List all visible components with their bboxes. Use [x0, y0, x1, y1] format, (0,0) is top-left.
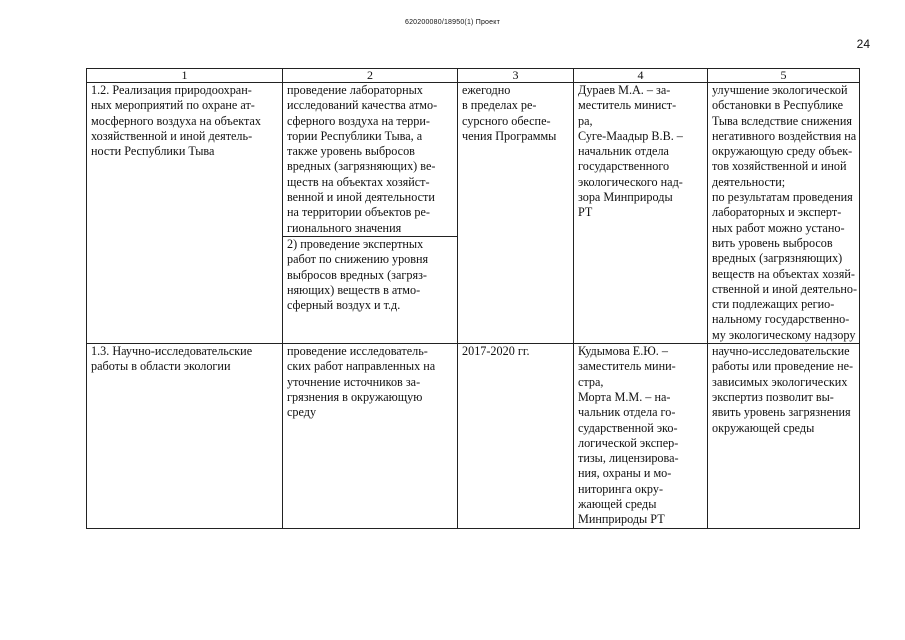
- page-number: 24: [856, 37, 870, 51]
- text-line: сти подлежащих регио-: [712, 297, 835, 312]
- text-line: по результатам проведения: [712, 190, 853, 205]
- text-line: ществ на объектах хозяйст-: [287, 174, 430, 189]
- text-line: исследований качества атмо-: [287, 98, 438, 113]
- text-line: 1.2. Реализация природоохран-: [91, 83, 252, 97]
- text-line: также уровень выбросов: [287, 144, 415, 159]
- timeframe-cell: [458, 344, 574, 529]
- text-line: государственного: [578, 159, 670, 174]
- activities-cell: [283, 83, 458, 344]
- text-line: среду: [287, 405, 317, 420]
- timeframe-cell: [458, 83, 574, 344]
- text-line: обстановки в Республике: [712, 98, 843, 113]
- measures-table: [86, 68, 860, 529]
- text-line: няющих) веществ в атмо-: [287, 282, 421, 297]
- text-line: 2017-2020 гг.: [462, 344, 530, 359]
- text-line: чальник отдела го-: [578, 405, 676, 420]
- text-line: жающей среды: [578, 497, 657, 512]
- text-line: сурсного обеспе-: [462, 113, 551, 128]
- text-line: чения Программы: [462, 128, 557, 143]
- text-line: веществ на объектах хозяй-: [712, 266, 855, 281]
- text-line: выбросов вредных (загряз-: [287, 267, 427, 282]
- column-number-1: 1: [87, 69, 283, 83]
- table-header-row: [87, 69, 860, 83]
- text-line: мосферного воздуха на объектах: [91, 113, 261, 128]
- text-line: Тыва вследствие снижения: [712, 113, 852, 128]
- text-line: работы или проведение не-: [712, 359, 854, 374]
- column-number-5: 5: [708, 69, 860, 83]
- text-line: Дураев М.А. – за-: [578, 83, 671, 97]
- text-line: гионального значения: [287, 220, 402, 235]
- table-row: [87, 344, 860, 529]
- text-line: улучшение экологической: [712, 83, 848, 97]
- text-line: венной и иной деятельности: [287, 190, 435, 205]
- text-line: ниторинга окру-: [578, 481, 663, 496]
- text-line: окружающей среды: [712, 420, 815, 435]
- text-line: му экологическому надзору: [712, 327, 856, 342]
- text-line: ных мероприятий по охране ат-: [91, 98, 255, 113]
- activity-item: [283, 83, 457, 236]
- text-line: хозяйственной и иной деятель-: [91, 128, 253, 143]
- text-line: проведение исследователь-: [287, 344, 428, 359]
- text-line: негативного воздействия на: [712, 128, 857, 143]
- text-line: зависимых экологических: [712, 374, 848, 389]
- measure-name-cell: [87, 344, 283, 529]
- text-line: вить уровень выбросов: [712, 235, 833, 250]
- text-line: тории Республики Тыва, а: [287, 128, 423, 143]
- text-line: сударственной эко-: [578, 420, 678, 435]
- text-line: экспертиз позволит вы-: [712, 389, 834, 404]
- text-line: вредных (загрязняющих) ве-: [287, 159, 436, 174]
- table-row: [87, 83, 860, 344]
- column-number-4: 4: [574, 69, 708, 83]
- text-line: ежегодно: [462, 83, 511, 97]
- text-line: деятельности;: [712, 174, 786, 189]
- column-number-2: 2: [283, 69, 458, 83]
- text-line: ния, охраны и мо-: [578, 466, 672, 481]
- text-line: сферного воздуха на терри-: [287, 113, 430, 128]
- text-line: Морта М.М. – на-: [578, 389, 671, 404]
- text-line: меститель минист-: [578, 98, 677, 113]
- text-line: лабораторных и эксперт-: [712, 205, 842, 220]
- text-line: Кудымова Е.Ю. –: [578, 344, 668, 359]
- activities-cell: [283, 344, 458, 529]
- responsible-cell: [574, 344, 708, 529]
- text-line: научно-исследовательские: [712, 344, 850, 359]
- responsible-cell: [574, 83, 708, 344]
- text-line: работ по снижению уровня: [287, 252, 429, 267]
- expected-result-cell: [708, 83, 860, 344]
- text-line: окружающую среду объек-: [712, 144, 853, 159]
- text-line: экологического над-: [578, 174, 683, 189]
- text-line: ных работ можно устано-: [712, 220, 845, 235]
- text-line: начальник отдела: [578, 144, 669, 159]
- text-line: работы в области экологии: [91, 359, 231, 374]
- text-line: в пределах ре-: [462, 98, 537, 113]
- text-line: уточнение источников за-: [287, 374, 421, 389]
- text-line: нальному государственно-: [712, 312, 850, 327]
- text-line: 1.3. Научно-исследовательские: [91, 344, 253, 359]
- text-line: зора Минприроды: [578, 190, 673, 205]
- text-line: на территории объектов ре-: [287, 205, 430, 220]
- text-line: ских работ направленных на: [287, 359, 436, 374]
- column-number-3: 3: [458, 69, 574, 83]
- text-line: проведение лабораторных: [287, 83, 423, 97]
- text-line: тов хозяйственной и иной: [712, 159, 847, 174]
- text-line: вредных (загрязняющих): [712, 251, 843, 266]
- text-line: Минприроды РТ: [578, 512, 665, 527]
- document-id: 620200080/18950(1) Проект: [404, 19, 500, 26]
- text-line: сферный воздух и т.д.: [287, 298, 401, 313]
- expected-result-cell: [708, 344, 860, 529]
- text-line: заместитель мини-: [578, 359, 676, 374]
- text-line: тизы, лицензирова-: [578, 451, 679, 466]
- text-line: явить уровень загрязнения: [712, 405, 851, 420]
- activity-item: [283, 236, 457, 313]
- text-line: Суге-Маадыр В.В. –: [578, 128, 683, 143]
- text-line: стра,: [578, 374, 604, 389]
- text-line: грязнения в окружающую: [287, 389, 423, 404]
- text-line: РТ: [578, 205, 593, 220]
- text-line: логической экспер-: [578, 435, 679, 450]
- text-line: 2) проведение экспертных: [287, 237, 424, 251]
- text-line: ственной и иной деятельно-: [712, 281, 858, 296]
- measure-name-cell: [87, 83, 283, 344]
- text-line: ности Республики Тыва: [91, 144, 215, 159]
- text-line: ра,: [578, 113, 593, 128]
